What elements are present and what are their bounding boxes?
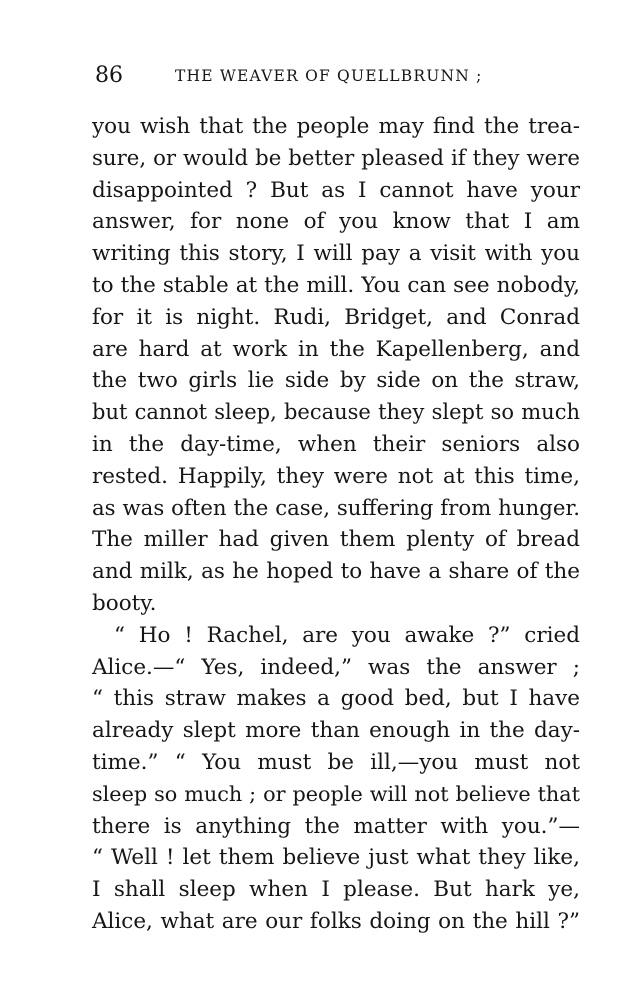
text-line: booty.	[92, 590, 157, 616]
text-line: you wish that the people may find the trea-	[92, 114, 580, 139]
text-line: time.” “ You must be ill,—you must not	[92, 749, 580, 775]
running-title: THE WEAVER OF QUELLBRUNN ;	[175, 67, 483, 85]
text-line: The miller had given them plenty of bread	[92, 527, 580, 553]
text-line: are hard at work in the Kapellenberg, and	[92, 336, 580, 362]
text-line: “ Ho ! Rachel, are you awake ?” cried	[114, 622, 580, 648]
text-line: rested. Happily, they were not at this time,	[92, 463, 580, 489]
text-line: as was often the case, suffering from hunger.	[92, 495, 580, 521]
text-line: for it is night. Rudi, Bridget, and Conrad	[92, 304, 580, 330]
text-line: to the stable at the mill. You can see nobody,	[92, 272, 580, 298]
text-line: disappointed ? But as I cannot have your	[92, 177, 580, 203]
text-line: “ Well ! let them believe just what they like,	[92, 845, 580, 871]
text-line: “ this straw makes a good bed, but I have	[92, 686, 580, 712]
text-line: already slept more than enough in the day-	[92, 718, 580, 744]
page-number: 86	[95, 63, 123, 88]
text-line: in the day-time, when their seniors also	[92, 431, 580, 457]
page-header	[95, 61, 580, 91]
text-line: there is anything the matter with you.”—	[92, 813, 580, 839]
text-line: Alice, what are our folks doing on the hill ?”	[92, 908, 580, 934]
text-line: and milk, as he hoped to have a share of the	[92, 559, 580, 585]
text-line: I shall sleep when I please. But hark ye,	[92, 877, 580, 903]
text-line: sleep so much ; or people will not believe that	[92, 781, 580, 806]
text-line: the two girls lie side by side on the straw,	[92, 368, 580, 394]
text-line: writing this story, I will pay a visit with you	[92, 241, 580, 267]
text-line: Alice.—“ Yes, indeed,” was the answer ;	[92, 654, 580, 680]
body-text	[92, 111, 580, 938]
text-line: but cannot sleep, because they slept so much	[92, 400, 580, 425]
text-line: answer, for none of you know that I am	[92, 209, 580, 235]
text-line: sure, or would be better pleased if they were	[92, 145, 580, 171]
